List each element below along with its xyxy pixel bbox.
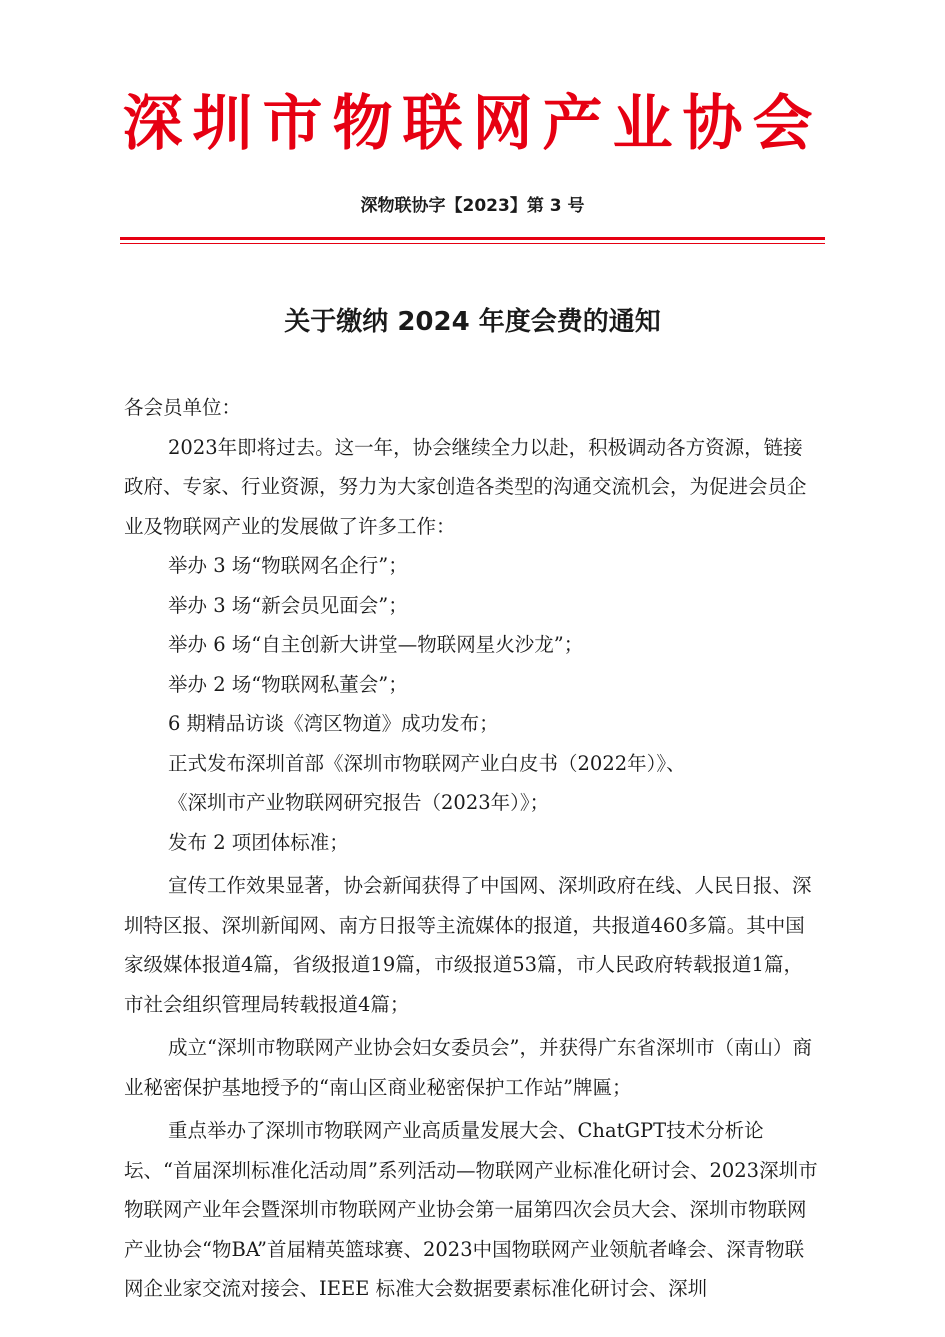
list-item: 举办 3 场“物联网名企行”；	[168, 554, 408, 577]
list-item: 举办 3 场“新会员见面会”；	[168, 593, 408, 617]
list-item: 举办 6 场“自主创新大讲堂—物联网星火沙龙”；	[168, 633, 584, 656]
notice-title: 关于缴纳 2024 年度会费的通知	[284, 307, 661, 337]
list-item: 《深圳市产业物联网研究报告（2023年）》；	[168, 791, 550, 814]
document-number: 深物联协字【2023】第 3 号	[360, 196, 585, 216]
list-item: 发布 2 项团体标准；	[168, 830, 349, 854]
events-paragraph: 重点举办了深圳市物联网产业高质量发展大会、ChatGPT技术分析论坛、“首届深圳标准化活动周”系列活动—物联网产业标准化研讨会、2023深圳市物联网产业年会暨深圳市物联网产业协会第一届第四次会员大会、深圳市物联网产业协会“物BA”首届精英篮球赛、2023中国物联网产业领航者峰会、深青物联网企业家交流对接会、IEEE 标准大会数据要素标准化研讨会、深圳	[124, 1119, 818, 1300]
list-item: 举办 2 场“物联网私董会”；	[168, 672, 408, 696]
organization-title: 深圳市物联网产业协会	[122, 89, 823, 159]
header-rule-thick	[120, 237, 825, 240]
list-item: 6 期精品访谈《湾区物道》成功发布；	[168, 712, 499, 735]
notice-body	[124, 388, 819, 1309]
women-committee-paragraph: 成立“深圳市物联网产业协会妇女委员会”，并获得广东省深圳市（南山）商业秘密保护基地授予的“南山区商业秘密保护工作站”牌匾；	[124, 1036, 812, 1099]
salutation: 各会员单位：	[124, 396, 242, 419]
media-paragraph: 宣传工作效果显著，协会新闻获得了中国网、深圳政府在线、人民日报、深圳特区报、深圳新闻网、南方日报等主流媒体的报道，共报道460多篇。其中国家级媒体报道4篇，省级报道19篇，市级报道53篇，市人民政府转载报道1篇，市社会组织管理局转载报道4篇；	[124, 874, 812, 1016]
intro-paragraph: 2023年即将过去。这一年，协会继续全力以赴，积极调动各方资源，链接政府、专家、行业资源，努力为大家创造各类型的沟通交流机会，为促进会员企业及物联网产业的发展做了许多工作：	[124, 435, 807, 538]
list-item: 正式发布深圳首部《深圳市物联网产业白皮书（2022年）》、	[168, 751, 686, 775]
header-rule-thin	[120, 243, 825, 244]
